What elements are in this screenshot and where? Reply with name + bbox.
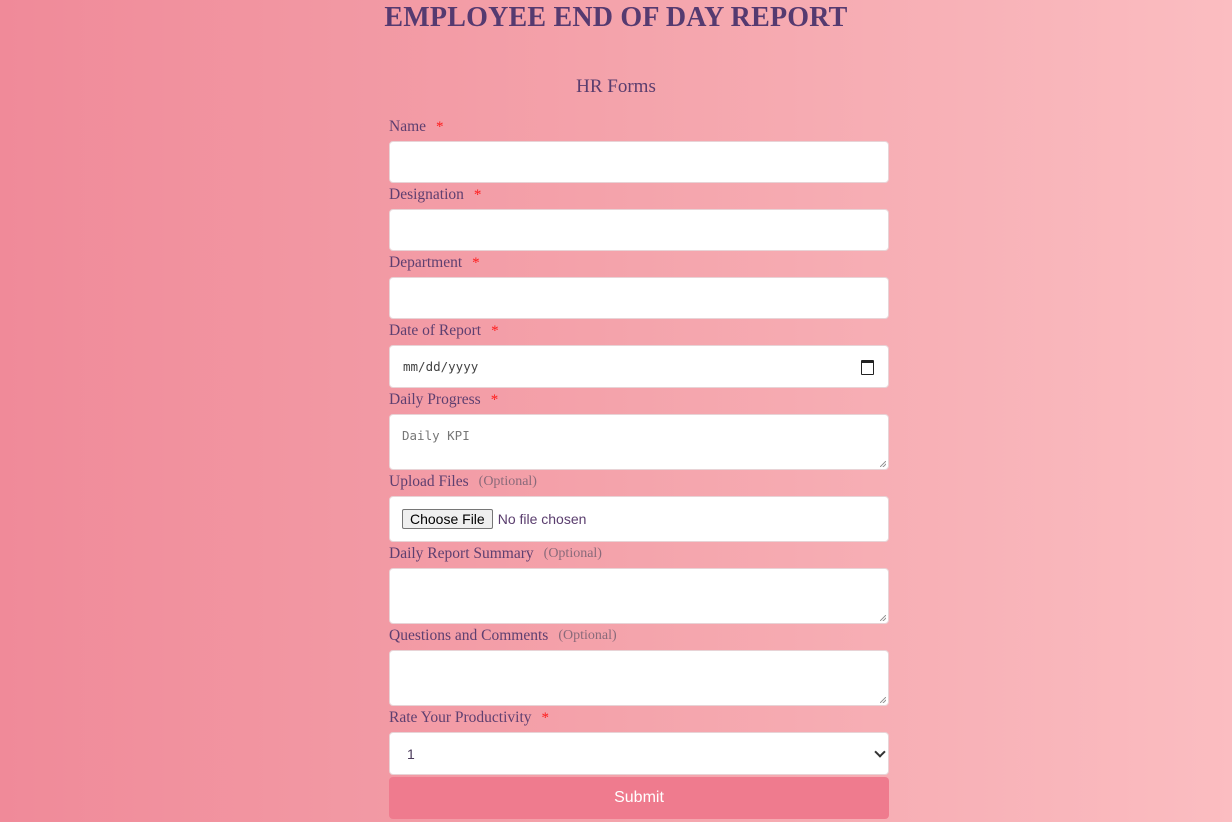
date-input[interactable]: [389, 345, 889, 388]
progress-label: [389, 390, 889, 414]
required-marker: *: [472, 255, 480, 271]
file-status: No file chosen: [497, 511, 587, 527]
name-label: [389, 117, 889, 141]
page-subtitle: HR Forms: [576, 76, 656, 97]
department-label: [389, 253, 889, 277]
date-label-text: Date of Report: [389, 322, 482, 339]
department-input[interactable]: [389, 277, 889, 319]
required-marker: *: [491, 323, 499, 339]
optional-marker: (Optional): [558, 628, 617, 643]
calendar-icon[interactable]: [861, 360, 874, 375]
productivity-select[interactable]: [389, 732, 889, 775]
comments-textarea[interactable]: [389, 650, 889, 706]
resize-handle-icon[interactable]: [880, 615, 886, 621]
comments-label-text: Questions and Comments: [389, 627, 549, 644]
summary-textarea[interactable]: [389, 568, 889, 624]
required-marker: *: [490, 392, 499, 408]
designation-input[interactable]: [389, 209, 889, 251]
department-label-text: Department: [389, 254, 463, 271]
upload-label: [389, 472, 889, 496]
resize-handle-icon[interactable]: [880, 461, 886, 467]
comments-label: [389, 626, 889, 650]
daily-progress-placeholder: Daily KPI: [402, 428, 470, 443]
optional-marker: (Optional): [478, 474, 537, 489]
resize-handle-icon[interactable]: [880, 697, 886, 703]
rating-label: [389, 708, 889, 732]
summary-label-text: Daily Report Summary: [389, 545, 534, 562]
chevron-down-icon: [874, 746, 885, 757]
page-title: EMPLOYEE END OF DAY REPORT: [384, 2, 848, 33]
end-of-day-form: [389, 117, 889, 819]
date-placeholder: mm/dd/yyyy: [403, 359, 479, 374]
file-upload-input[interactable]: [389, 496, 889, 542]
choose-file-button[interactable]: Choose File: [402, 509, 493, 529]
designation-label-text: Designation: [389, 186, 464, 203]
name-label-text: Name: [389, 118, 427, 135]
upload-label-text: Upload Files: [389, 473, 469, 490]
date-label: [389, 321, 889, 345]
rating-label-text: Rate Your Productivity: [389, 709, 532, 726]
selected-value: 1: [407, 745, 415, 762]
required-marker: *: [473, 187, 482, 203]
required-marker: *: [436, 119, 444, 135]
daily-progress-textarea[interactable]: [389, 414, 889, 470]
designation-label: [389, 185, 889, 209]
optional-marker: (Optional): [543, 546, 602, 561]
required-marker: *: [541, 710, 550, 726]
progress-label-text: Daily Progress: [389, 391, 481, 408]
summary-label: [389, 544, 889, 568]
name-input[interactable]: [389, 141, 889, 183]
submit-button[interactable]: Submit: [389, 777, 889, 819]
